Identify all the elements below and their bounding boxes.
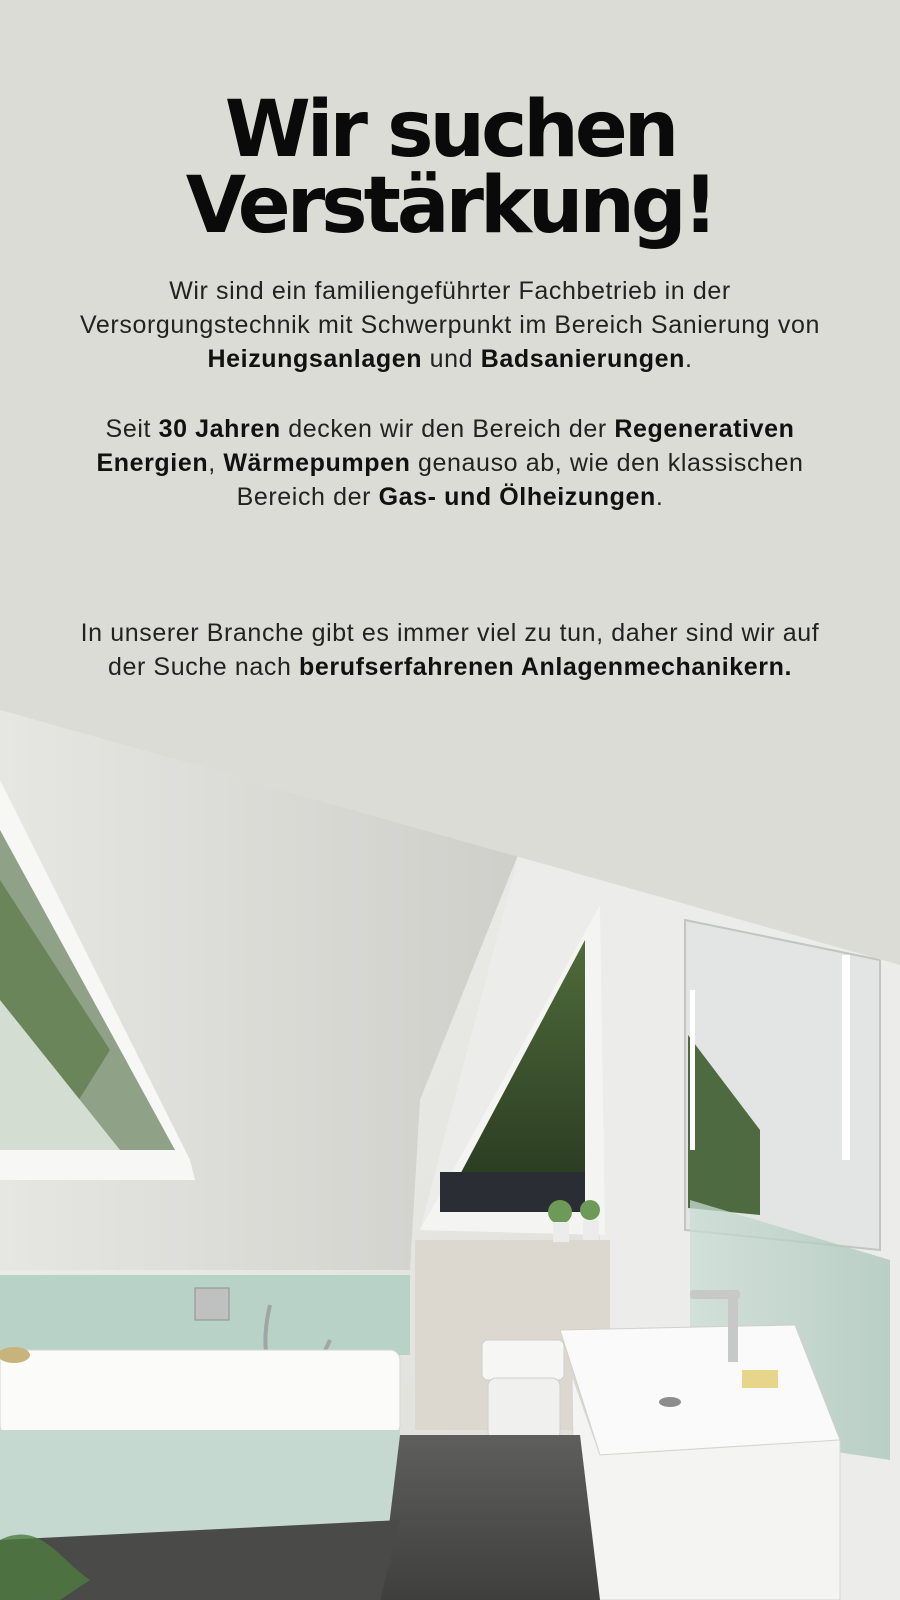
p2-bold-2: Regenerativen Energien xyxy=(96,415,795,477)
p2-bold-1: 30 Jahren xyxy=(158,415,281,443)
p1-text-1: Wir sind ein familiengeführter Fachbetrieb in der Versorgungstechnik mit Schwerpunkt im Bereich Sanierung von xyxy=(80,277,820,339)
p1-text-2: und xyxy=(422,345,481,373)
p1-bold-1: Heizungsanlagen xyxy=(207,345,423,373)
p2-bold-4: Gas- und Ölheizungen xyxy=(378,483,656,511)
p2-text-4: genauso ab, wie den klassischen Bereich der xyxy=(236,449,804,511)
p1-bold-2: Badsanierungen xyxy=(480,345,685,373)
p2-text-3: , xyxy=(208,449,224,477)
headline-line-2: Verstärkung! xyxy=(185,161,715,251)
p3-bold-1: berufserfahrenen Anlagenmechanikern. xyxy=(299,653,793,681)
p3-text-1: In unserer Branche gibt es immer viel zu tun, daher sind wir auf der Suche nach xyxy=(80,619,820,681)
p2-text-1: Seit xyxy=(105,415,159,443)
job-paragraph xyxy=(60,616,840,684)
p1-text-3: . xyxy=(684,345,693,373)
headline-line-1: Wir suchen xyxy=(224,85,676,175)
intro-paragraph xyxy=(60,274,840,376)
experience-paragraph xyxy=(60,412,840,514)
headline xyxy=(0,85,900,251)
p2-text-2: decken wir den Bereich der xyxy=(280,415,615,443)
p2-text-5: . xyxy=(655,483,664,511)
p2-bold-3: Wärmepumpen xyxy=(223,449,411,477)
